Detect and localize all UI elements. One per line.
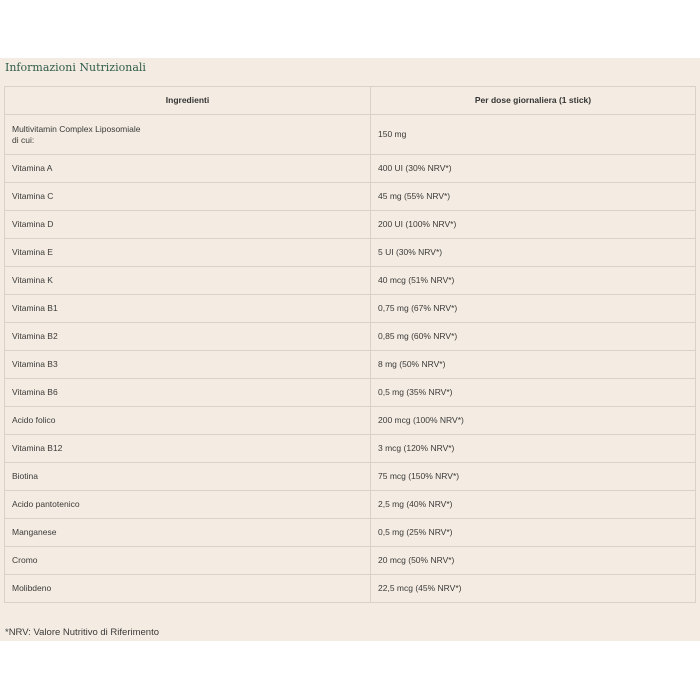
ingredient-cell: Acido folico	[5, 407, 371, 435]
ingredient-cell: Molibdeno	[5, 575, 371, 603]
amount-cell: 45 mg (55% NRV*)	[371, 183, 696, 211]
amount-cell: 40 mcg (51% NRV*)	[371, 267, 696, 295]
ingredient-cell: Vitamina B12	[5, 435, 371, 463]
table-row	[5, 155, 696, 183]
table-row	[5, 183, 696, 211]
table-row	[5, 295, 696, 323]
table-row	[5, 211, 696, 239]
amount-cell: 200 mcg (100% NRV*)	[371, 407, 696, 435]
amount-cell: 150 mg	[371, 115, 696, 155]
amount-cell: 200 UI (100% NRV*)	[371, 211, 696, 239]
nrv-footnote: *NRV: Valore Nutritivo di Riferimento	[5, 627, 159, 638]
nutrition-panel	[0, 58, 700, 641]
ingredient-cell: Vitamina C	[5, 183, 371, 211]
column-header-ingredients: Ingredienti	[5, 87, 371, 115]
amount-cell: 3 mcg (120% NRV*)	[371, 435, 696, 463]
nutrition-table	[4, 86, 696, 603]
ingredient-cell: Acido pantotenico	[5, 491, 371, 519]
ingredient-cell: Vitamina B1	[5, 295, 371, 323]
amount-cell: 0,85 mg (60% NRV*)	[371, 323, 696, 351]
table-row	[5, 575, 696, 603]
table-row	[5, 463, 696, 491]
ingredient-cell: Manganese	[5, 519, 371, 547]
amount-cell: 8 mg (50% NRV*)	[371, 351, 696, 379]
ingredient-cell: Biotina	[5, 463, 371, 491]
amount-cell: 2,5 mg (40% NRV*)	[371, 491, 696, 519]
ingredient-name: Multivitamin Complex Liposomiale	[12, 123, 141, 134]
ingredient-cell: Vitamina K	[5, 267, 371, 295]
amount-cell: 20 mcg (50% NRV*)	[371, 547, 696, 575]
table-row	[5, 239, 696, 267]
table-row	[5, 519, 696, 547]
table-header-row	[5, 87, 696, 115]
ingredient-cell: Vitamina E	[5, 239, 371, 267]
table-row	[5, 267, 696, 295]
amount-cell: 22,5 mcg (45% NRV*)	[371, 575, 696, 603]
table-row	[5, 323, 696, 351]
table-row	[5, 379, 696, 407]
amount-cell: 0,5 mg (35% NRV*)	[371, 379, 696, 407]
ingredient-cell: Cromo	[5, 547, 371, 575]
amount-cell: 75 mcg (150% NRV*)	[371, 463, 696, 491]
amount-cell: 400 UI (30% NRV*)	[371, 155, 696, 183]
table-row	[5, 351, 696, 379]
column-header-daily-dose: Per dose giornaliera (1 stick)	[371, 87, 696, 115]
ingredient-cell: Vitamina D	[5, 211, 371, 239]
table-row	[5, 435, 696, 463]
ingredient-cell	[5, 115, 371, 155]
ingredient-subnote: di cui:	[12, 134, 35, 145]
section-title: Informazioni Nutrizionali	[5, 61, 146, 74]
amount-cell: 5 UI (30% NRV*)	[371, 239, 696, 267]
table-row	[5, 407, 696, 435]
ingredient-cell: Vitamina B2	[5, 323, 371, 351]
ingredient-cell: Vitamina A	[5, 155, 371, 183]
table-row	[5, 115, 696, 155]
ingredient-cell: Vitamina B3	[5, 351, 371, 379]
table-row	[5, 491, 696, 519]
table-row	[5, 547, 696, 575]
amount-cell: 0,5 mg (25% NRV*)	[371, 519, 696, 547]
ingredient-cell: Vitamina B6	[5, 379, 371, 407]
amount-cell: 0,75 mg (67% NRV*)	[371, 295, 696, 323]
